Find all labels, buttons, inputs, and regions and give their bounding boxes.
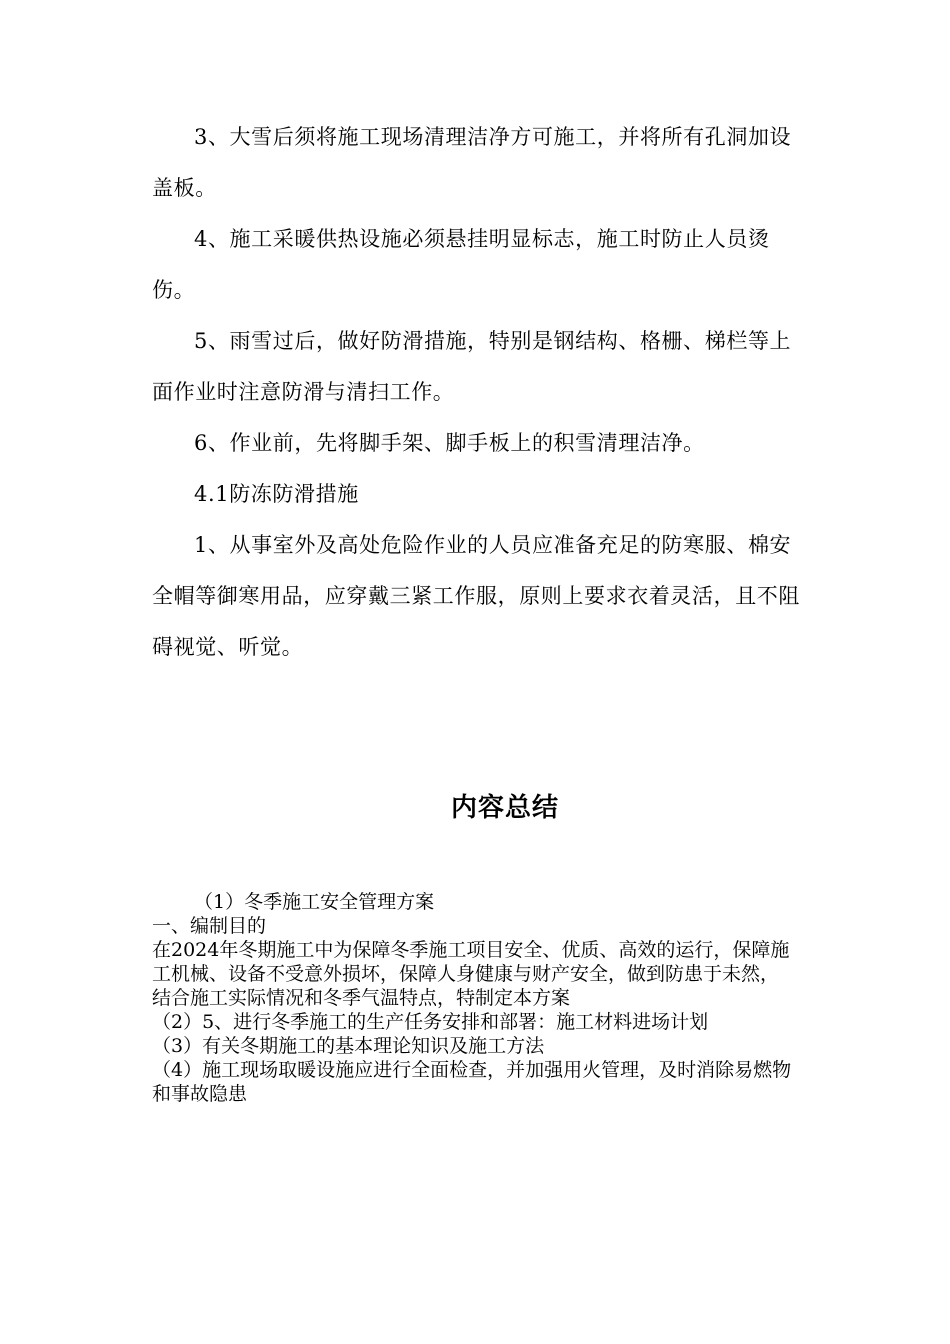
- paragraph-3: 3、大雪后须将施工现场清理洁净方可施工，并将所有孔洞加设盖板。: [152, 125, 792, 200]
- paragraph-1: 1、从事室外及高处危险作业的人员应准备充足的防寒服、棉安全帽等御寒用品，应穿戴三紧工作服，原则上要求衣着灵活，且不阻碍视觉、听觉。: [152, 533, 800, 659]
- section-heading-4-1: 4.1防冻防滑措施: [194, 482, 359, 506]
- summary-line-3: 在2024年冬期施工中为保障冬季施工项目安全、优质、高效的运行，保障施工机械、设备不受意外损坏，保障人身健康与财产安全，做到防患于未然，结合施工实际情况和冬季气温特点，特制定本方案: [152, 939, 790, 1009]
- paragraph-5: 5、雨雪过后，做好防滑措施，特别是钢结构、格栅、梯栏等上面作业时注意防滑与清扫工作。: [152, 329, 792, 404]
- summary-line-1: （1）冬季施工安全管理方案: [194, 891, 435, 913]
- summary-section: [152, 890, 792, 1106]
- summary-line-6: （4）施工现场取暖设施应进行全面检查，并加强用火管理，及时消除易燃物和事故隐患: [152, 1059, 792, 1105]
- main-body: [152, 112, 802, 673]
- summary-line-2: 一、编制目的: [152, 915, 267, 937]
- summary-title: 内容总结: [450, 793, 559, 823]
- paragraph-6: 6、作业前，先将脚手架、脚手板上的积雪清理洁净。: [194, 431, 705, 455]
- summary-line-4: （2）5、进行冬季施工的生产任务安排和部署：施工材料进场计划: [152, 1011, 709, 1033]
- paragraph-4: 4、施工采暖供热设施必须悬挂明显标志，施工时防止人员烫伤。: [152, 227, 770, 302]
- summary-line-5: （3）有关冬期施工的基本理论知识及施工方法: [152, 1035, 545, 1057]
